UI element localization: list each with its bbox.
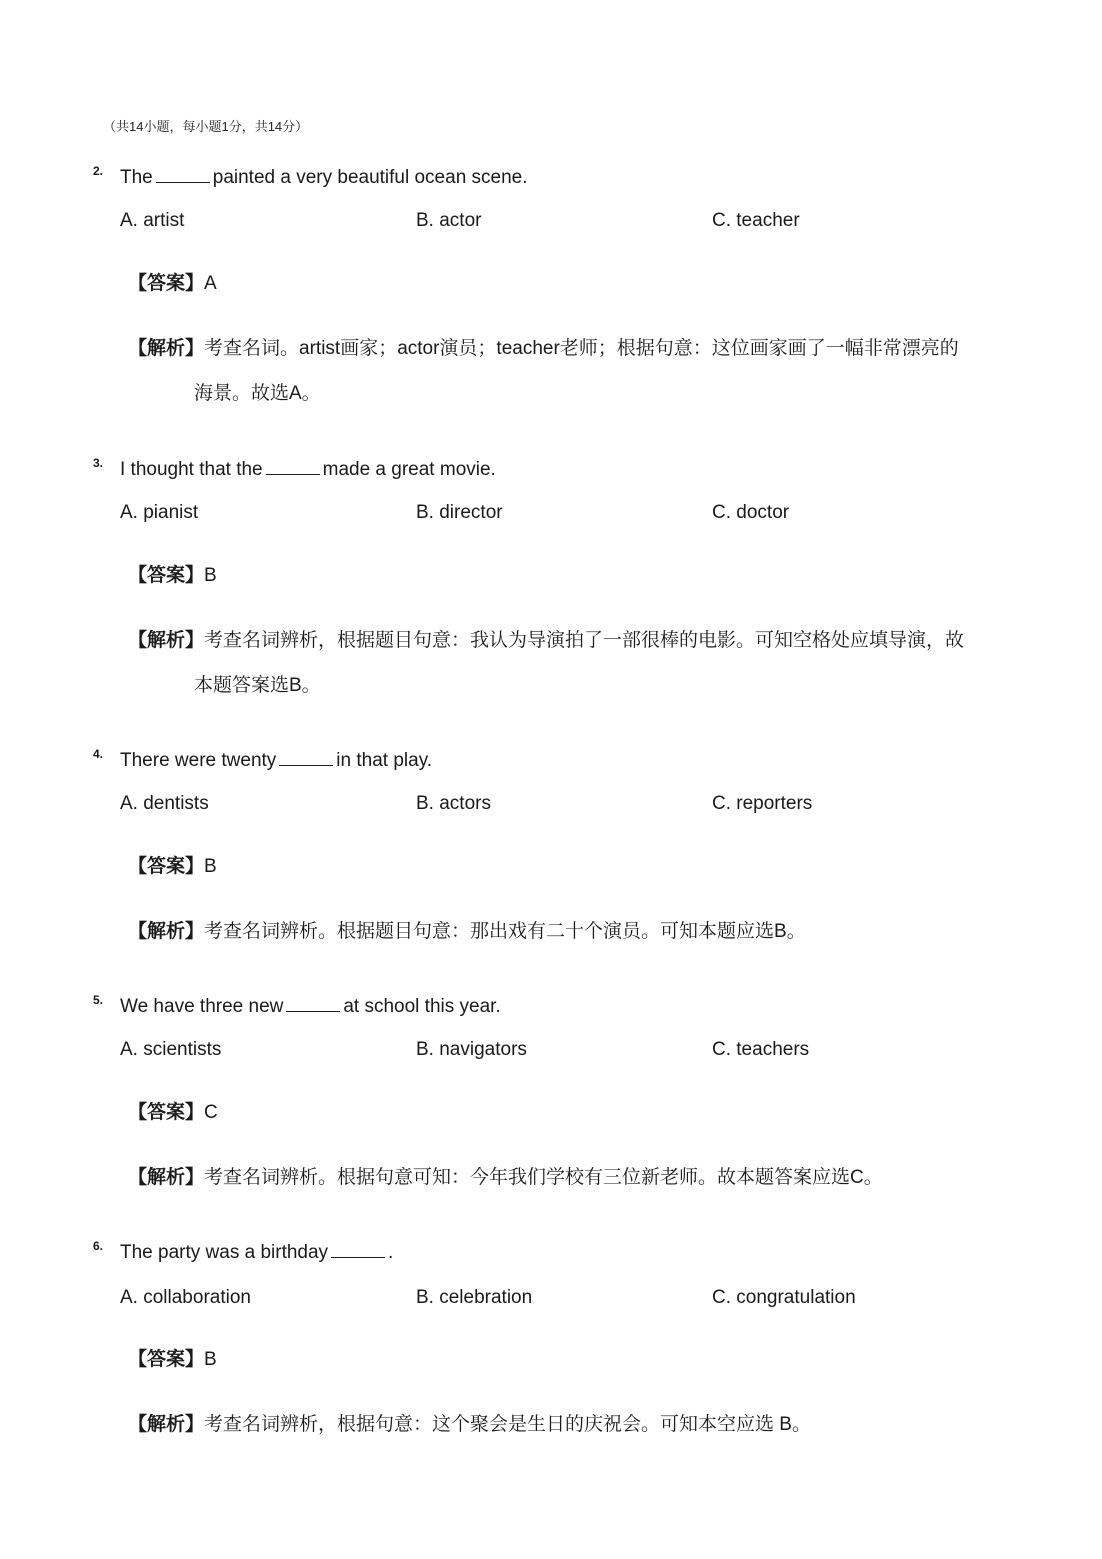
question-stem: [120, 164, 528, 191]
stem-text-before: We have three new: [120, 996, 284, 1017]
analysis-continuation: 海景。故选A。: [194, 383, 321, 404]
stem-text-before: I thought that the: [120, 459, 263, 480]
section-header: （共14小题，每小题1分，共14分）: [103, 119, 309, 134]
question-item: [0, 164, 1102, 444]
answer-value: A: [204, 273, 217, 294]
analysis-tag: 【解析】: [128, 921, 205, 942]
analysis-line: [128, 1155, 1008, 1200]
analysis-text: 考查名词辨析。根据句意可知：今年我们学校有三位新老师。故本题答案应选C。: [204, 1167, 883, 1188]
question-item: [0, 993, 1102, 1273]
option-b: B. director: [416, 502, 503, 523]
answer-tag: 【答案】: [128, 565, 205, 586]
question-number: 6.: [93, 1239, 104, 1253]
analysis-line: [128, 1402, 1008, 1447]
answer-tag: 【答案】: [128, 1102, 205, 1123]
question-stem: [120, 993, 501, 1020]
option-a: A. scientists: [120, 1039, 222, 1060]
answer-blank: [331, 1239, 385, 1258]
option-b: B. celebration: [416, 1287, 533, 1308]
option-a: A. pianist: [120, 502, 199, 523]
question-number: 4.: [93, 747, 104, 761]
option-b: B. actors: [416, 793, 491, 814]
analysis-line: [128, 618, 1008, 663]
answer-tag: 【答案】: [128, 273, 205, 294]
analysis-block: [128, 1402, 1008, 1447]
analysis-tag: 【解析】: [128, 630, 205, 651]
analysis-text: 考查名词辨析，根据题目句意：我认为导演拍了一部很棒的电影。可知空格处应填导演，故: [204, 630, 965, 651]
option-c: C. teachers: [712, 1039, 810, 1060]
answer-value: C: [204, 1102, 218, 1123]
stem-text-after: painted a very beautiful ocean scene.: [212, 167, 528, 188]
option-c: C. reporters: [712, 793, 813, 814]
answer-line: [128, 271, 217, 297]
question-stem: [120, 747, 432, 774]
option-b: B. actor: [416, 210, 482, 231]
stem-text-after: .: [388, 1242, 394, 1263]
stem-text-before: The: [120, 167, 153, 188]
question-item: [0, 747, 1102, 1027]
analysis-continuation: 本题答案选B。: [194, 675, 321, 696]
analysis-text: 考查名词辨析，根据句意：这个聚会是生日的庆祝会。可知本空应选 B。: [204, 1414, 811, 1435]
analysis-tag: 【解析】: [128, 1414, 205, 1435]
question-item: [0, 456, 1102, 736]
option-a: A. artist: [120, 210, 185, 231]
analysis-block: [128, 618, 1008, 708]
option-a: A. collaboration: [120, 1287, 251, 1308]
analysis-text: 考查名词辨析。根据题目句意：那出戏有二十个演员。可知本题应选B。: [204, 921, 806, 942]
question-item: [0, 1239, 1102, 1519]
option-b: B. navigators: [416, 1039, 527, 1060]
question-stem: [120, 1239, 393, 1266]
question-number: 2.: [93, 164, 104, 178]
answer-value: B: [204, 1349, 217, 1370]
question-stem: [120, 456, 496, 483]
answer-blank: [286, 993, 340, 1012]
answer-tag: 【答案】: [128, 856, 205, 877]
analysis-line: [128, 909, 1008, 954]
answer-value: B: [204, 565, 217, 586]
answer-line: [128, 1100, 218, 1126]
stem-text-before: The party was a birthday: [120, 1242, 329, 1263]
answer-line: [128, 1347, 217, 1373]
analysis-tag: 【解析】: [128, 338, 205, 359]
answer-value: B: [204, 856, 217, 877]
answer-line: [128, 563, 217, 589]
answer-blank: [156, 164, 210, 183]
option-c: C. teacher: [712, 210, 800, 231]
analysis-block: [128, 1155, 1008, 1200]
question-number: 5.: [93, 993, 104, 1007]
option-c: C. congratulation: [712, 1287, 856, 1308]
answer-blank: [279, 747, 333, 766]
answer-blank: [266, 456, 320, 475]
question-number: 3.: [93, 456, 104, 470]
option-c: C. doctor: [712, 502, 790, 523]
stem-text-before: There were twenty: [120, 750, 277, 771]
answer-tag: 【答案】: [128, 1349, 205, 1370]
analysis-block: [128, 326, 1008, 416]
analysis-block: [128, 909, 1008, 954]
stem-text-after: at school this year.: [343, 996, 501, 1017]
stem-text-after: in that play.: [336, 750, 433, 771]
option-a: A. dentists: [120, 793, 209, 814]
analysis-text: 考查名词。artist画家；actor演员；teacher老师；根据句意：这位画家画了一幅非常漂亮的: [204, 338, 959, 359]
stem-text-after: made a great movie.: [322, 459, 496, 480]
answer-line: [128, 854, 217, 880]
analysis-line: [128, 326, 1008, 371]
analysis-tag: 【解析】: [128, 1167, 205, 1188]
